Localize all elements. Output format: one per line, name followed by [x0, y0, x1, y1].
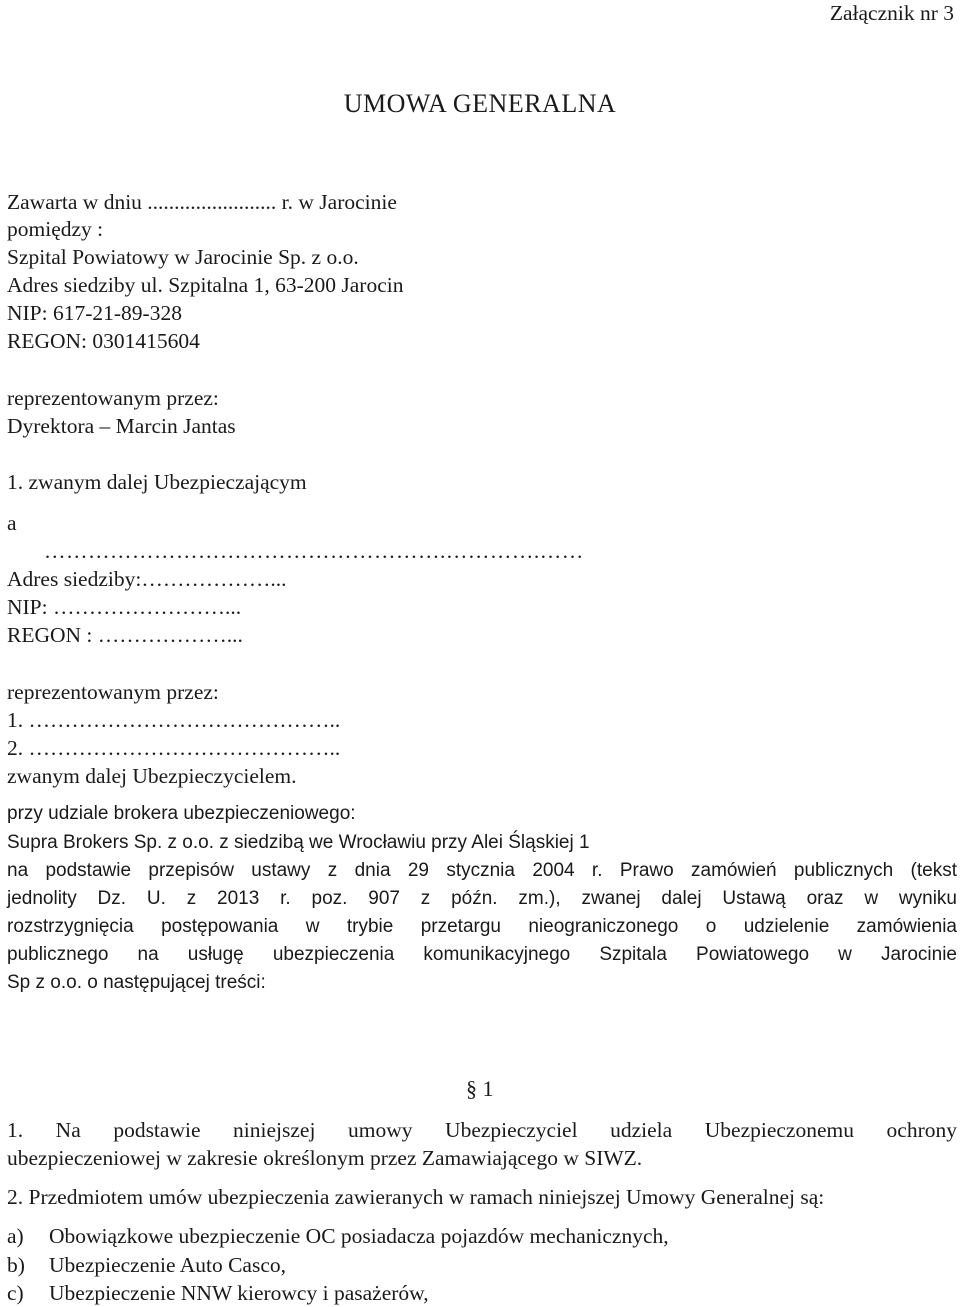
list-item-label: c): [7, 1281, 24, 1305]
insurer-regon: REGON: 0301415604: [7, 329, 200, 353]
law-line-4: publicznego na usługę ubezpieczenia komunikacyjnego Szpitala Powiatowego w Jarocinie: [7, 944, 957, 965]
insurer-name-blank: ……………………………………………….………….……: [44, 539, 584, 563]
and-label: a: [7, 511, 17, 535]
date-line: Zawarta w dniu ........................ r. w Jarocinie: [7, 190, 397, 214]
paragraph-1-line-1: 1. Na podstawie niniejszej umowy Ubezpieczyciel udziela Ubezpieczonemu ochrony: [7, 1118, 957, 1142]
annex-label: Załącznik nr 3: [829, 1, 954, 25]
insurer-address-blank: Adres siedziby:………………...: [7, 567, 287, 591]
paragraph-1-line-2: ubezpieczeniowej w zakresie określonym przez Zamawiającego w SIWZ.: [7, 1146, 643, 1170]
insurer-party-label: zwanym dalej Ubezpieczycielem.: [7, 764, 297, 788]
representative-1-blank: 1. ……………………………………..: [7, 708, 341, 732]
represented-by-label: reprezentowanym przez:: [7, 386, 219, 410]
list-item-text: Ubezpieczenie Auto Casco,: [49, 1253, 287, 1277]
paragraph-2: 2. Przedmiotem umów ubezpieczenia zawieranych w ramach niniejszej Umowy Generalnej są:: [7, 1185, 825, 1209]
insurer-nip-blank: NIP: ……………………...: [7, 595, 242, 619]
list-item-label: b): [7, 1253, 25, 1277]
broker-name: Supra Brokers Sp. z o.o. z siedzibą we Wrocławiu przy Alei Śląskiej 1: [7, 832, 590, 853]
law-line-2: jednolity Dz. U. z 2013 r. poz. 907 z późn. zm.), zwanej dalej Ustawą oraz w wyniku: [7, 888, 957, 909]
insuring-party-label: 1. zwanym dalej Ubezpieczającym: [7, 470, 307, 494]
insurer-address: Adres siedziby ul. Szpitalna 1, 63-200 Jarocin: [7, 273, 404, 297]
representative-2-blank: 2. ……………………………………..: [7, 736, 341, 760]
law-line-3: rozstrzygnięcia postępowania w trybie przetargu nieograniczonego o udzielenie zamówienia: [7, 916, 957, 937]
list-item: [7, 1280, 429, 1306]
insurer-nip: NIP: 617-21-89-328: [7, 301, 182, 325]
list-item: [7, 1252, 286, 1278]
represented-by-label-2: reprezentowanym przez:: [7, 680, 219, 704]
broker-intro: przy udziale brokera ubezpieczeniowego:: [7, 803, 356, 824]
list-item-text: Obowiązkowe ubezpieczenie OC posiadacza pojazdów mechanicznych,: [49, 1224, 669, 1248]
between-label: pomiędzy :: [7, 217, 104, 241]
insurer-name: Szpital Powiatowy w Jarocinie Sp. z o.o.: [7, 245, 359, 269]
insurer-regon-blank: REGON : ………………...: [7, 623, 243, 647]
director-name: Dyrektora – Marcin Jantas: [7, 414, 236, 438]
section-sign: § 1: [466, 1076, 494, 1101]
law-line-1: na podstawie przepisów ustawy z dnia 29 stycznia 2004 r. Prawo zamówień publicznych (tekst: [7, 860, 957, 881]
list-item-label: a): [7, 1224, 24, 1248]
list-item-text: Ubezpieczenie NNW kierowcy i pasażerów,: [49, 1281, 429, 1305]
law-line-5: Sp z o.o. o następującej treści:: [7, 972, 266, 993]
document-title: UMOWA GENERALNA: [343, 89, 617, 118]
list-item: [7, 1223, 669, 1249]
